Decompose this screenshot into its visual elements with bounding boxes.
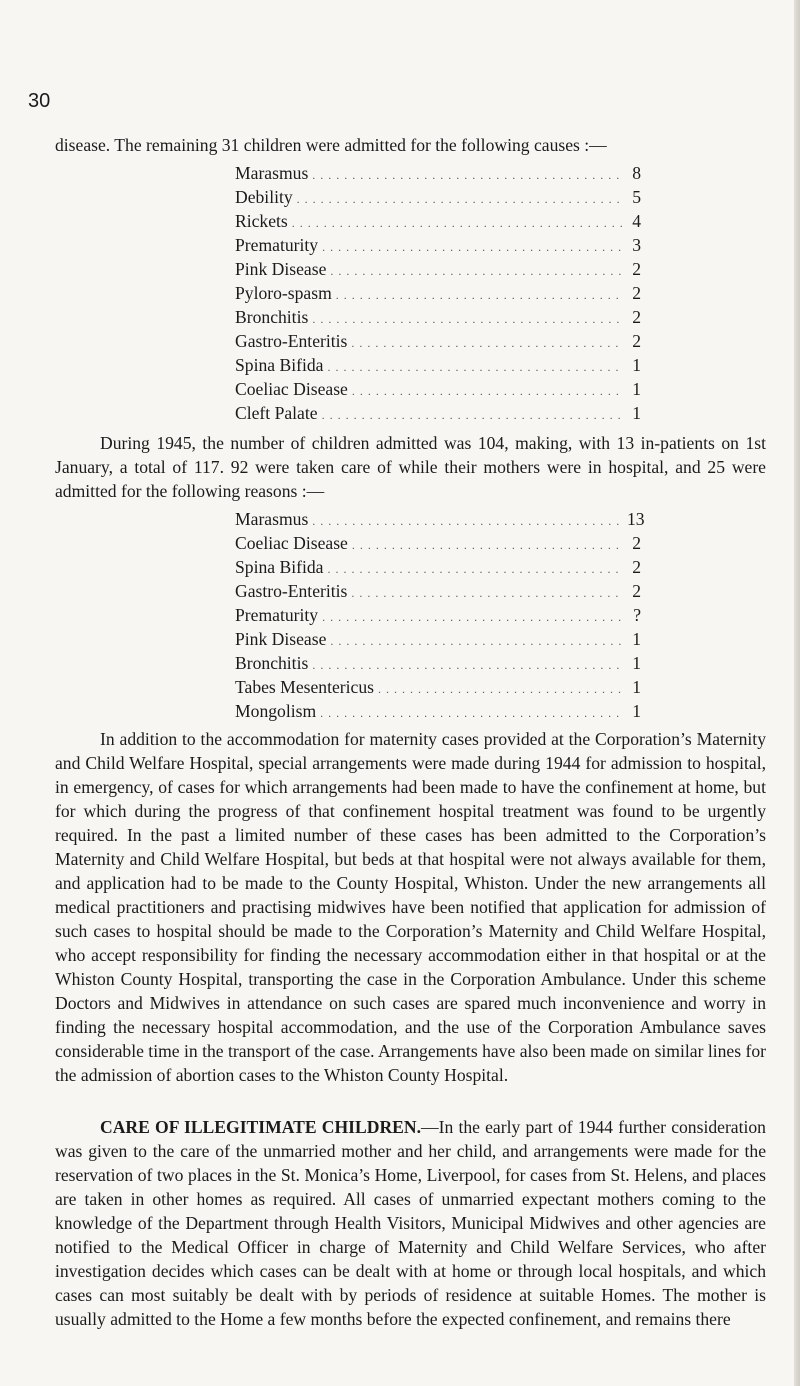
cause-name: Marasmus [235, 163, 309, 183]
dot-leader [292, 211, 623, 235]
list-item [235, 377, 641, 401]
paragraph-maternity-arrangements: In addition to the accommodation for maternity cases provided at the Corporation’s Maternity and Child Welfare Hospital, special arrangements were made during 1944 for admission to hospital, in emergency, of cases for which arrangements had been made to have the confinement at home, but for which during the progress of that confinement hospital treatment was found to be urgently required. In the past a limited number of these cases has been admitted to the Corporation’s Maternity and Child Welfare Hospital, but beds at that hospital were not always available for them, and application had to be made to the County Hospital, Whiston. Under the new arrangements all medical practitioners and practising midwives have been notified that application for admission of such cases to hospital should be made to the Corporation’s Maternity and Child Welfare Hospital, who accept responsibility for finding the necessary accommodation either in that hospital or at the Whiston County Hospital, transporting the case in the Corporation Ambulance. Under this scheme Doctors and Midwives in attendance on such cases are spared much inconvenience and worry in finding the necessary hospital accommodation, and the use of the Corporation Ambulance saves considerable time in the transport of the case. Arrangements have also been made on similar lines for the admission of abortion cases to the Whiston County Hospital. [55, 729, 766, 1085]
cause-count: 1 [632, 403, 641, 423]
paragraph-1945: During 1945, the number of children admitted was 104, making, with 13 in-patients on 1st January, a total of 117. 92 were taken care of while their mothers were in hospital, and 25 were admitted for the following reasons :— [55, 433, 766, 501]
cause-name: Gastro-Enteritis [235, 331, 348, 351]
list-item [235, 603, 641, 627]
dot-leader [322, 403, 623, 427]
cause-name: Gastro-Enteritis [235, 581, 348, 601]
cause-name: Debility [235, 187, 293, 207]
cause-name: Marasmus [235, 509, 309, 529]
causes-list-1945 [235, 507, 645, 723]
list-item [235, 555, 641, 579]
dot-leader [312, 653, 623, 677]
cause-count: 4 [632, 211, 641, 231]
cause-name: Cleft Palate [235, 403, 318, 423]
list-item [235, 401, 641, 425]
cause-name: Mongolism [235, 701, 317, 721]
cause-count: ? [633, 605, 641, 625]
list-item [235, 233, 641, 257]
dot-leader [352, 533, 623, 557]
list-item [235, 579, 641, 603]
list-item [235, 627, 641, 651]
list-item [235, 353, 641, 377]
cause-count: 8 [632, 163, 641, 183]
dot-leader [352, 379, 623, 403]
dot-leader [297, 187, 623, 211]
dot-leader [322, 235, 623, 259]
list-item [235, 699, 641, 723]
dot-leader [312, 163, 623, 187]
list-item [235, 161, 641, 185]
cause-name: Spina Bifida [235, 355, 324, 375]
dot-leader [327, 355, 623, 379]
dot-leader [320, 701, 623, 725]
cause-name: Tabes Mesentericus [235, 677, 374, 697]
cause-name: Bronchitis [235, 653, 309, 673]
causes-list-1944 [235, 161, 641, 425]
cause-count: 1 [632, 701, 641, 721]
cause-count: 2 [632, 283, 641, 303]
dot-leader [330, 259, 623, 283]
cause-name: Pink Disease [235, 629, 327, 649]
cause-name: Prematurity [235, 605, 319, 625]
cause-count: 2 [632, 581, 641, 601]
cause-name: Coeliac Disease [235, 379, 348, 399]
dot-leader [327, 557, 623, 581]
cause-count: 13 [627, 509, 645, 529]
cause-name: Bronchitis [235, 307, 309, 327]
cause-name: Rickets [235, 211, 288, 231]
list-item [235, 209, 641, 233]
cause-count: 3 [632, 235, 641, 255]
cause-count: 2 [632, 557, 641, 577]
cause-name: Prematurity [235, 235, 319, 255]
paragraph-illegitimate-children [55, 1115, 766, 1331]
list-item [235, 651, 641, 675]
list-item [235, 675, 641, 699]
intro-paragraph: disease. The remaining 31 children were admitted for the following causes :— [55, 135, 607, 155]
cause-count: 2 [632, 533, 641, 553]
dot-leader [330, 629, 623, 653]
dot-leader [336, 283, 623, 307]
list-item [235, 531, 641, 555]
list-item [235, 185, 641, 209]
cause-count: 5 [632, 187, 641, 207]
section-text: —In the early part of 1944 further consideration was given to the care of the unmarried mother and her child, and arrangements were made for the reservation of two places in the St. Monica’s Home, Liverpool, for cases from St. Helens, and places are taken in other homes as required. All cases of unmarried expectant mothers coming to the knowledge of the Department through Health Visitors, Municipal Midwives and other agencies are notified to the Medical Officer in charge of Maternity and Child Welfare Services, who after investigation decides which cases can be dealt with at home or through local hospitals, and which cases can most suitably be dealt with by periods of residence at suitable Homes. The mother is usually admitted to the Home a few months before the expected confinement, and remains there [55, 1117, 766, 1329]
cause-count: 1 [632, 379, 641, 399]
cause-name: Pink Disease [235, 259, 327, 279]
dot-leader [322, 605, 623, 629]
page-edge-shadow [794, 0, 800, 1386]
cause-name: Spina Bifida [235, 557, 324, 577]
cause-count: 1 [632, 629, 641, 649]
cause-count: 2 [632, 331, 641, 351]
document-body [55, 133, 766, 1331]
dot-leader [351, 331, 623, 355]
page-number: 30 [28, 90, 51, 112]
dot-leader [351, 581, 623, 605]
list-item [235, 305, 641, 329]
cause-count: 1 [632, 677, 641, 697]
section-heading: CARE OF ILLEGITIMATE CHILDREN. [100, 1117, 422, 1137]
dot-leader [312, 307, 623, 331]
cause-name: Pyloro-spasm [235, 283, 332, 303]
cause-count: 2 [632, 307, 641, 327]
cause-count: 1 [632, 355, 641, 375]
cause-count: 2 [632, 259, 641, 279]
dot-leader [312, 509, 623, 533]
cause-count: 1 [632, 653, 641, 673]
list-item [235, 329, 641, 353]
list-item [235, 257, 641, 281]
dot-leader [378, 677, 623, 701]
list-item [235, 507, 645, 531]
cause-name: Coeliac Disease [235, 533, 348, 553]
list-item [235, 281, 641, 305]
